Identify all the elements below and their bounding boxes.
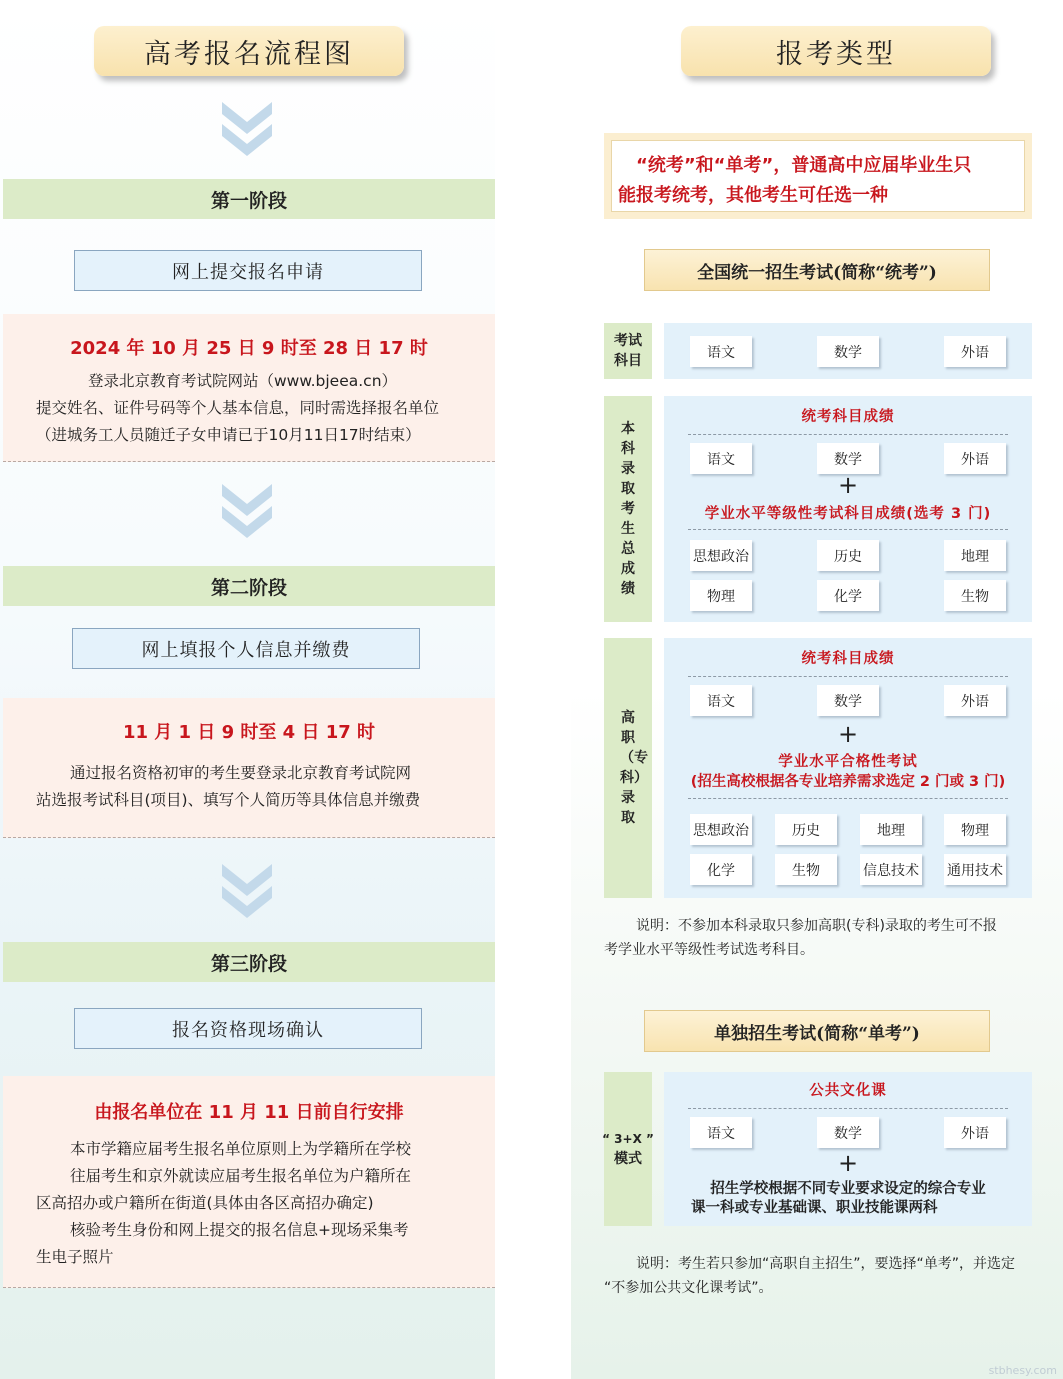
stage-2-line-2: 站选报考试科目(项目)、填写个人简历等具体信息并缴费 xyxy=(36,791,421,809)
chevron-down-icon xyxy=(220,862,274,920)
watermark: stbhesy.com xyxy=(988,1364,1057,1377)
stage-2-time: 11 月 1 日 9 时至 4 日 17 时 xyxy=(122,722,376,743)
subject-chip: 数学 xyxy=(817,336,879,367)
notice-line-1: “统考”和“单考”，普通高中应届毕业生只 xyxy=(636,155,972,176)
elective-chip: 地理 xyxy=(860,814,922,845)
stage-1-bar: 第一阶段 xyxy=(3,179,495,219)
dankao-title: 单独招生考试(简称“单考”) xyxy=(644,1010,990,1052)
elective-chip: 化学 xyxy=(690,854,752,885)
chevron-down-icon xyxy=(220,482,274,540)
stage-3-line-5: 生电子照片 xyxy=(36,1248,114,1266)
subject-chip: 外语 xyxy=(944,443,1006,474)
elective-chip: 生物 xyxy=(775,854,837,885)
elective-chip: 物理 xyxy=(944,814,1006,845)
stage-3-line-3: 区高招办或户籍所在街道(具体由各区高招办确定) xyxy=(36,1194,374,1212)
tongkao-note-line-1: 说明：不参加本科录取只参加高职(专科)录取的考生可不报 xyxy=(636,918,997,934)
stage-1-line-3: （进城务工人员随迁子女申请已于10月11日17时结束） xyxy=(36,426,421,444)
elective-chip: 历史 xyxy=(775,814,837,845)
elective-chip: 化学 xyxy=(817,580,879,611)
benke-core-title: 统考科目成绩 xyxy=(801,409,895,425)
elective-chip: 历史 xyxy=(817,540,879,571)
subject-chip: 外语 xyxy=(944,1117,1006,1148)
subject-chip: 外语 xyxy=(944,336,1006,367)
stage-3-line-1: 本市学籍应届考生报名单位原则上为学籍所在学校 xyxy=(70,1140,412,1158)
stage-1-step: 网上提交报名申请 xyxy=(74,250,422,291)
divider xyxy=(688,529,1008,530)
subject-chip: 数学 xyxy=(817,685,879,716)
elective-chip: 地理 xyxy=(944,540,1006,571)
dankao-note-line-2: “不参加公共文化课考试”。 xyxy=(604,1280,773,1296)
dankao-note xyxy=(604,1252,1034,1300)
process-title: 高考报名流程图 xyxy=(94,26,404,76)
subject-chip: 外语 xyxy=(944,685,1006,716)
stage-2-line-1: 通过报名资格初审的考生要登录北京教育考试院网 xyxy=(70,764,412,782)
benke-panel xyxy=(664,396,1032,622)
stage-3-line-2: 往届考生和京外就读应届考生报名单位为户籍所在 xyxy=(70,1167,412,1185)
benke-elective-title: 学业水平等级性考试科目成绩(选考 3 门) xyxy=(704,506,992,522)
gaozhi-core-title: 统考科目成绩 xyxy=(801,651,895,667)
types-title: 报考类型 xyxy=(681,26,991,76)
stage-1-line-1: 登录北京教育考试院网站（www.bjeea.cn） xyxy=(88,372,398,390)
elective-chip: 通用技术 xyxy=(944,854,1006,885)
plus-icon: + xyxy=(837,471,859,499)
plus-icon: + xyxy=(837,1149,859,1177)
dankao-label xyxy=(604,1072,652,1226)
dankao-note-line-1: 说明：考生若只参加“高职自主招生”，要选择“单考”，并选定 xyxy=(636,1256,1016,1272)
elective-chip: 思想政治 xyxy=(690,540,752,571)
notice-line-2: 能报考统考，其他考生可任选一种 xyxy=(618,185,888,206)
plus-icon: + xyxy=(837,720,859,748)
stage-3-step: 报名资格现场确认 xyxy=(74,1008,422,1049)
tongkao-note xyxy=(604,914,1034,962)
elective-chip: 生物 xyxy=(944,580,1006,611)
subject-chip: 语文 xyxy=(690,685,752,716)
dankao-extra-1: 招生学校根据不同专业要求设定的综合专业 xyxy=(710,1181,986,1197)
subject-chip: 数学 xyxy=(817,443,879,474)
dankao-label-2: 模式 xyxy=(614,1151,642,1167)
divider xyxy=(688,798,1008,799)
subjects-label: 考试科目 xyxy=(604,323,652,379)
stage-2-step: 网上填报个人信息并缴费 xyxy=(72,628,420,669)
subject-chip: 语文 xyxy=(690,1117,752,1148)
divider xyxy=(688,434,1008,435)
elective-chip: 信息技术 xyxy=(860,854,922,885)
subjects-panel xyxy=(664,323,1032,379)
chevron-down-icon xyxy=(220,100,274,158)
dankao-extra-2: 课一科或专业基础课、职业技能课两科 xyxy=(691,1200,938,1216)
stage-1-detail xyxy=(3,314,495,462)
stage-1-line-2: 提交姓名、证件号码等个人基本信息，同时需选择报名单位 xyxy=(36,399,440,417)
stage-3-line-4: 核验考生身份和网上提交的报名信息+现场采集考 xyxy=(70,1221,409,1239)
dankao-label-1: “ 3+X ” xyxy=(602,1132,654,1146)
dankao-core-title: 公共文化课 xyxy=(809,1083,887,1099)
subject-chip: 数学 xyxy=(817,1117,879,1148)
dankao-panel xyxy=(664,1072,1032,1226)
subject-chip: 语文 xyxy=(690,443,752,474)
gaozhi-label: 高职（专科）录取 xyxy=(604,638,652,898)
notice-box xyxy=(604,133,1032,219)
divider xyxy=(688,1108,1008,1109)
tongkao-note-line-2: 考学业水平等级性考试选考科目。 xyxy=(604,942,814,958)
gaozhi-panel xyxy=(664,638,1032,898)
stage-3-time: 由报名单位在 11 月 11 日前自行安排 xyxy=(94,1102,404,1123)
stage-2-detail xyxy=(3,698,495,838)
stage-1-time: 2024 年 10 月 25 日 9 时至 28 日 17 时 xyxy=(70,338,428,359)
divider xyxy=(688,676,1008,677)
gaozhi-elective-title-1: 学业水平合格性考试 xyxy=(778,754,918,770)
stage-2-bar: 第二阶段 xyxy=(3,566,495,606)
stage-3-bar: 第三阶段 xyxy=(3,942,495,982)
subject-chip: 语文 xyxy=(690,336,752,367)
elective-chip: 物理 xyxy=(690,580,752,611)
gaozhi-elective-title-2: (招生高校根据各专业培养需求选定 2 门或 3 门) xyxy=(690,774,1006,790)
benke-label: 本科录取考生总成绩 xyxy=(604,396,652,622)
tongkao-title: 全国统一招生考试(简称“统考”) xyxy=(644,249,990,291)
stage-3-detail xyxy=(3,1076,495,1288)
elective-chip: 思想政治 xyxy=(690,814,752,845)
